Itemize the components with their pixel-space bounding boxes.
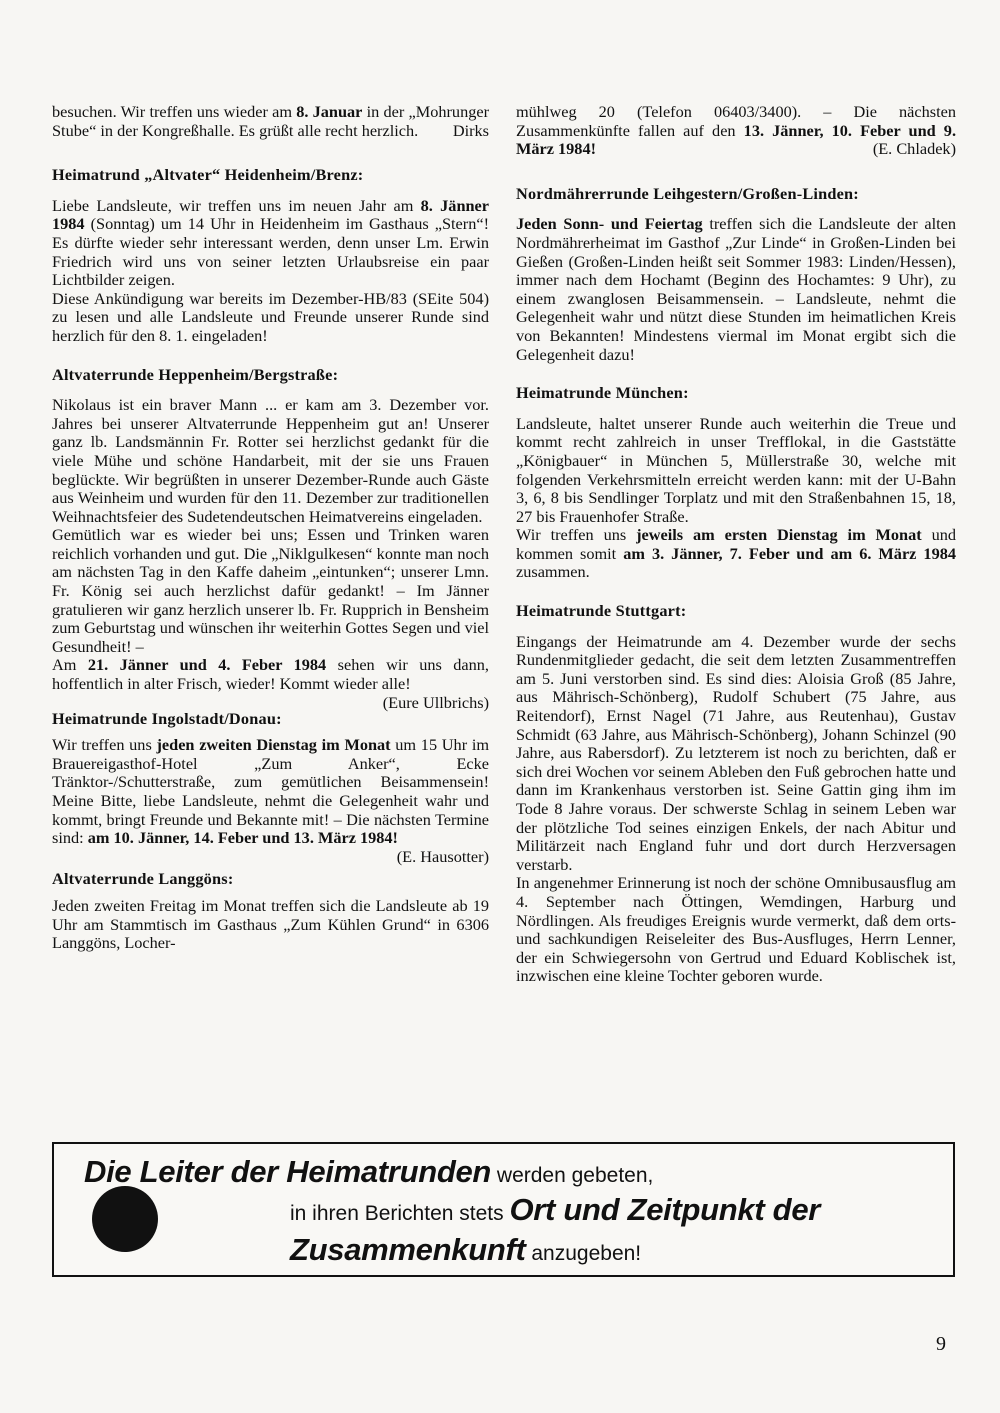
paragraph: Nikolaus ist ein braver Mann ... er kam am 3. Dezember vor. Jahres bei unserer Altvaterrunde Heppenheim gut an! Unserer ganz lb. Landsmännin Fr. Rotter sei herzlichst gedankt für die viele Mühe und schöne Handarbeit, mit der sie uns Frauen beglückte. Wir begrüßten in unserer Dezember-Runde auch Gäste aus Weinheim und wurden für den 11. Dezember zur traditionellen Weihnachtsfeier des Sudetendeutschen Heimatvereins eingeladen. — [52, 395, 489, 526]
section-heading: Altvaterrunde Langgöns: — [52, 869, 234, 889]
notice-line-1: Die Leiter der Heimatrunden werden gebeten, — [84, 1154, 654, 1189]
left-column — [52, 103, 489, 953]
bullet-dot — [92, 1186, 158, 1252]
signature: (E. Chladek) — [872, 139, 956, 159]
notice-line-3: Zusammenkunft anzugeben! — [290, 1232, 642, 1267]
paragraph: Landsleute, haltet unserer Runde auch weiterhin die Treue und kommt recht zahlreich in unser Trefflokal, in die Gaststätte „Königbauer“ in München 5, Müllerstraße 30, welche mit folgenden Verkehrsmitteln erreicht werden kann: mit der U-Bahn 3, 6, 8 bis Sendlinger Torplatz und mit den Straßenbahnen 15, 18, 27 bis Frauenhofer Straße. — [516, 413, 956, 526]
paragraph: Jeden Sonn- und Feiertag treffen sich die Landsleute der alten Nordmährerheimat im Gasthof „Zur Linde“ in Großen-Linden bei Gießen (Großen-Linden heißt seit Sommer 1983: Linden/Hessen), immer nach dem Hochamt (Beginn des Hochamtes: 9 Uhr), zu einem zwanglosen Beisammensein. – Landsleute, nehmt die Gelegenheit wahr und nützt diese Stunden im heimatlichen Kreis von Bekannten! Mindestens viermal im Monat ergibt sich die Gelegenheit dazu! — [516, 214, 956, 364]
paragraph: Eingangs der Heimatrunde am 4. Dezember wurde der sechs Rundenmitglieder gedacht, die seit dem letzten Zusammentreffen am 5. Juni verstorben sind. Es sind dies: Aloisia Groß (85 Jahre, aus Mährisch-Schönberg), Rudolf Schubert (75 Jahre, aus Reitendorf), Ernst Nagel (71 Jahre, aus Reutenhau), Gustav Schmidt (63 Jahre, aus Mährisch-Schönberg), Johann Schinzel (90 Jahre, aus Rabersdorf). Zu letzterem ist noch zu berichten, daß er sich drei Wochen vor seinem Ableben den Fuß gebrochen hatte und dann im Krankenhaus verstorben ist. Seine Gattin ging ihm im Tode 8 Jahre voraus. Der schwerste Schlag in seinem Leben war der plötzliche Tod seines einzigen Enkels, der nach Abitur und Militärzeit nach England fuhr und dort durch Herzversagen verstarb. — [516, 631, 956, 874]
paragraph: In angenehmer Erinnerung ist noch der schöne Omnibusausflug am 4. September nach Öttingen, Wemdingen, Harburg und Nördlingen. Als freudiges Ereignis wurde vermerkt, daß dem orts- und sachkundigen Reiseleiter des Bus-Ausfluges, Herrn Lenner, der ein Schwiegersohn von Gertrud und Eduard Koblischek ist, inzwischen eine kleine Tochter geboren wurde. — [516, 873, 956, 986]
section-heading: Altvaterrunde Heppenheim/Bergstraße: — [52, 364, 339, 384]
right-column — [516, 103, 956, 986]
paragraph: Wir treffen uns jeden zweiten Dienstag im Monat um 15 Uhr im Brauereigasthof-Hotel „Zum Anker“, Ecke Tränktor-/Schutterstraße, zum gemütlichen Beisammensein! Meine Bitte, liebe Landsleute, nehmt die Gelegenheit wahr und kommt, bringt Freunde und Bekannte mit! – Die nächsten Termine sind: am 10. Jänner, 14. Feber und 13. März 1984! — [52, 735, 490, 848]
section-heading: Nordmährerrunde Leihgestern/Großen-Linden: — [516, 183, 859, 203]
paragraph: Liebe Landsleute, wir treffen uns im neuen Jahr am 8. Jänner 1984 (Sonntag) um 14 Uhr in Heidenheim im Gasthaus „Stern“! Es dürfte wieder sehr interessant werden, denn unser Lm. Erwin Friedrich wird uns von seiner letzten Urlaubsreise ein paar Lichtbilder zeigen. — [52, 195, 489, 290]
section-heading: Heimatrunde Stuttgart: — [516, 601, 687, 621]
paragraph: Diese Ankündigung war bereits im Dezember-HB/83 (SEite 504) zu lesen und alle Landsleute und Freunde unserer Runde sind herzlich für den 8. 1. eingeladen! — [52, 288, 489, 345]
paragraph: Wir treffen uns jeweils am ersten Dienstag im Monat und kommen somit am 3. Jänner, 7. Feber und am 6. März 1984 zusammen. — [516, 525, 957, 582]
paragraph: Am 21. Jänner und 4. Feber 1984 sehen wir uns dann, hoffentlich in alter Frisch, wieder! Kommt wieder alle! (Eure Ullbrichs) — [52, 655, 490, 712]
section-heading: Heimatrunde München: — [516, 383, 689, 403]
notice-box — [52, 1142, 955, 1277]
signature: (Eure Ullbrichs) — [382, 692, 489, 712]
section-heading: Heimatrunde Ingolstadt/Donau: — [52, 708, 282, 728]
paragraph: mühlweg 20 (Telefon 06403/3400). – Die nächsten Zusammenkünfte fallen auf den 13. Jänner, 10. Feber und 9. März 1984! (E. Chladek) — [516, 102, 957, 159]
page-number: 9 — [936, 1333, 946, 1355]
signature: (E. Hausotter) — [396, 846, 489, 866]
paragraph: Jeden zweiten Freitag im Monat treffen sich die Landsleute ab 19 Uhr am Stammtisch im Gasthaus „Zum Kühlen Grund“ in 6306 Langgöns, Locher- — [52, 895, 489, 953]
notice-line-2: in ihren Berichten stets Ort und Zeitpunkt der — [290, 1192, 821, 1227]
section-heading: Heimatrund „Altvater“ Heidenheim/Brenz: — [52, 165, 364, 185]
signature: Dirks — [452, 120, 489, 140]
paragraph: Gemütlich war es wieder bei uns; Essen und Trinken waren reichlich vorhanden und gut. Die „Niklgulkesen“ konnte man noch am nächsten Tag in den Kaffe daheim „eintunken“; unserer Lmn. Fr. König sei auch herzlichst dafür gedankt! – Im Jänner gratulieren wir ganz herzlich unserer lb. Fr. Rupprich in Bensheim zum Geburtstag und wünschen ihr weiterhin Gottes Segen und viel Gesundheit! – — [52, 525, 489, 656]
intro-paragraph: besuchen. Wir treffen uns wieder am 8. Januar in der „Mohrunger Stube“ in der Kongreßhalle. Es grüßt alle recht herzlich. Dirks — [52, 102, 490, 140]
